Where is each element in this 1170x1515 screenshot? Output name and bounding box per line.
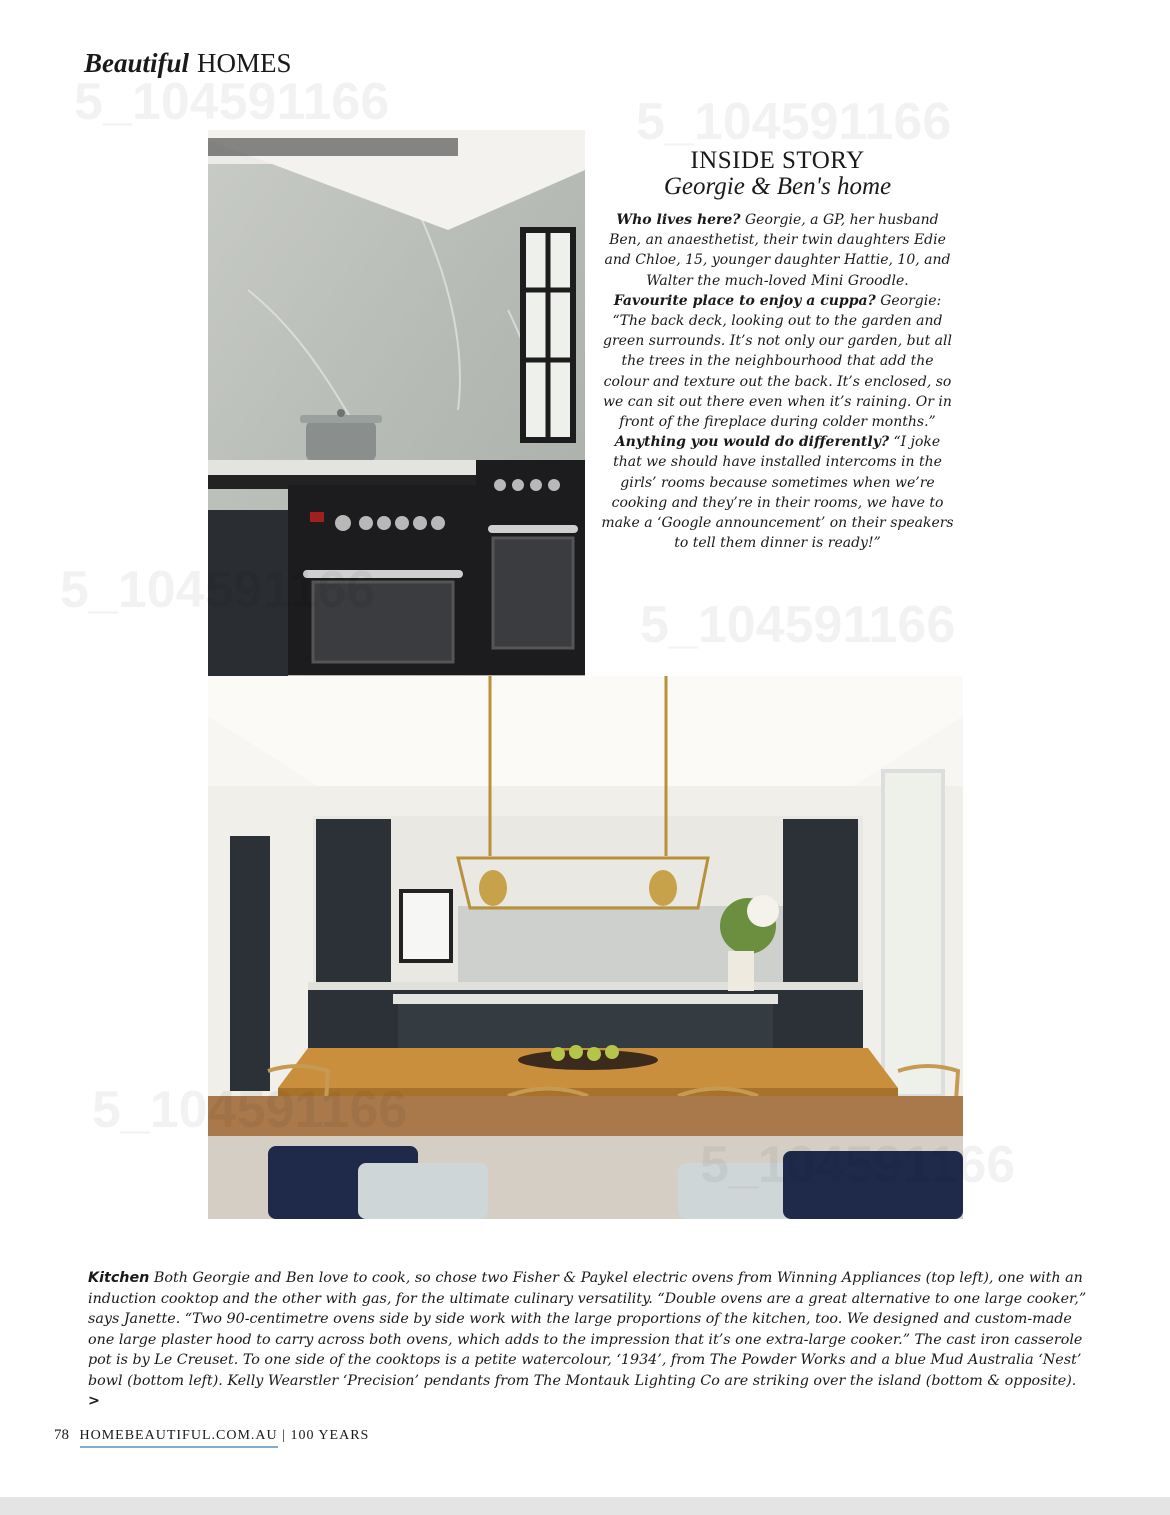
sidebar-title: INSIDE STORY <box>690 147 865 174</box>
sidebar-block-1 <box>600 210 955 291</box>
photo-kitchen <box>208 676 963 1219</box>
sidebar-question-1: Who lives here? <box>616 212 741 228</box>
watermark-2: 5_104591166 <box>636 93 952 151</box>
section-header-label: HOMES <box>197 48 292 78</box>
continue-arrow-icon: > <box>88 1393 100 1409</box>
sidebar-answer-1: Georgie, a GP, her husband Ben, an anaesthetist, their twin daughters Edie and Chloe, 15, younger daughter Hattie, 10, and Walter the much-loved Mini Groodle. <box>604 212 951 289</box>
caption-lead: Kitchen <box>88 1270 150 1286</box>
bottom-band <box>0 1497 1170 1515</box>
watermark-4: 5_104591166 <box>640 596 956 654</box>
kitchen-caption <box>88 1268 1088 1412</box>
section-header-em: Beautiful <box>84 48 190 78</box>
sidebar-answer-3: “I joke that we should have installed intercoms in the girls’ rooms because sometimes when we’re cooking and they’re in their rooms, we have to make a ‘Google announcement’ on their speakers to tell them dinner is ready!” <box>601 434 954 552</box>
inside-story-sidebar <box>600 148 955 553</box>
kitchen-illustration <box>208 676 963 1219</box>
sidebar-block-2 <box>600 291 955 432</box>
footer-separator: | <box>282 1428 286 1443</box>
page-number: 78 <box>54 1427 69 1443</box>
watermark-1: 5_104591166 <box>74 73 390 131</box>
sidebar-question-3: Anything you would do differently? <box>614 434 890 451</box>
sidebar-question-2: Favourite place to enjoy a cuppa? <box>613 292 876 309</box>
footer-issue: 100 YEARS <box>290 1428 370 1443</box>
caption-text: Both Georgie and Ben love to cook, so chose two Fisher & Paykel electric ovens from Winning Appliances (top left), one with an induction cooktop and the other with gas, for the ultimate culinary versatility. “Double ovens are a great alternative to one large cooker,” says Janette. “Two 90-centimetre ovens side by side work with the large proportions of the kitchen, too. We designed and custom-made one large plaster hood to carry across both ovens, which adds to the impression that it’s one extra-large cooker.” The cast iron casserole pot is by Le Creuset. To one side of the cooktops is a petite watercolour, ‘1934’, from The Powder Works and a blue Mud Australia ‘Nest’ bowl (bottom left). Kelly Wearstler ‘Precision’ pendants from The Montauk Lighting Co are striking over the island (bottom & opposite). <box>88 1270 1087 1389</box>
ovens-illustration <box>208 130 585 676</box>
footer-url[interactable]: HOMEBEAUTIFUL.COM.AU <box>80 1428 278 1448</box>
sidebar-subtitle: Georgie & Ben's home <box>663 173 892 200</box>
photo-ovens <box>208 130 585 676</box>
page-footer <box>54 1427 369 1444</box>
sidebar-block-3 <box>600 432 955 553</box>
sidebar-answer-2: Georgie: “The back deck, looking out to the garden and green surrounds. It’s not only our garden, but all the trees in the neighbourhood that add the colour and texture out the back. It’s enclosed, so we can sit out there even when it’s raining. Or in front of the fireplace during colder months.” <box>603 292 952 431</box>
section-header <box>84 48 292 79</box>
